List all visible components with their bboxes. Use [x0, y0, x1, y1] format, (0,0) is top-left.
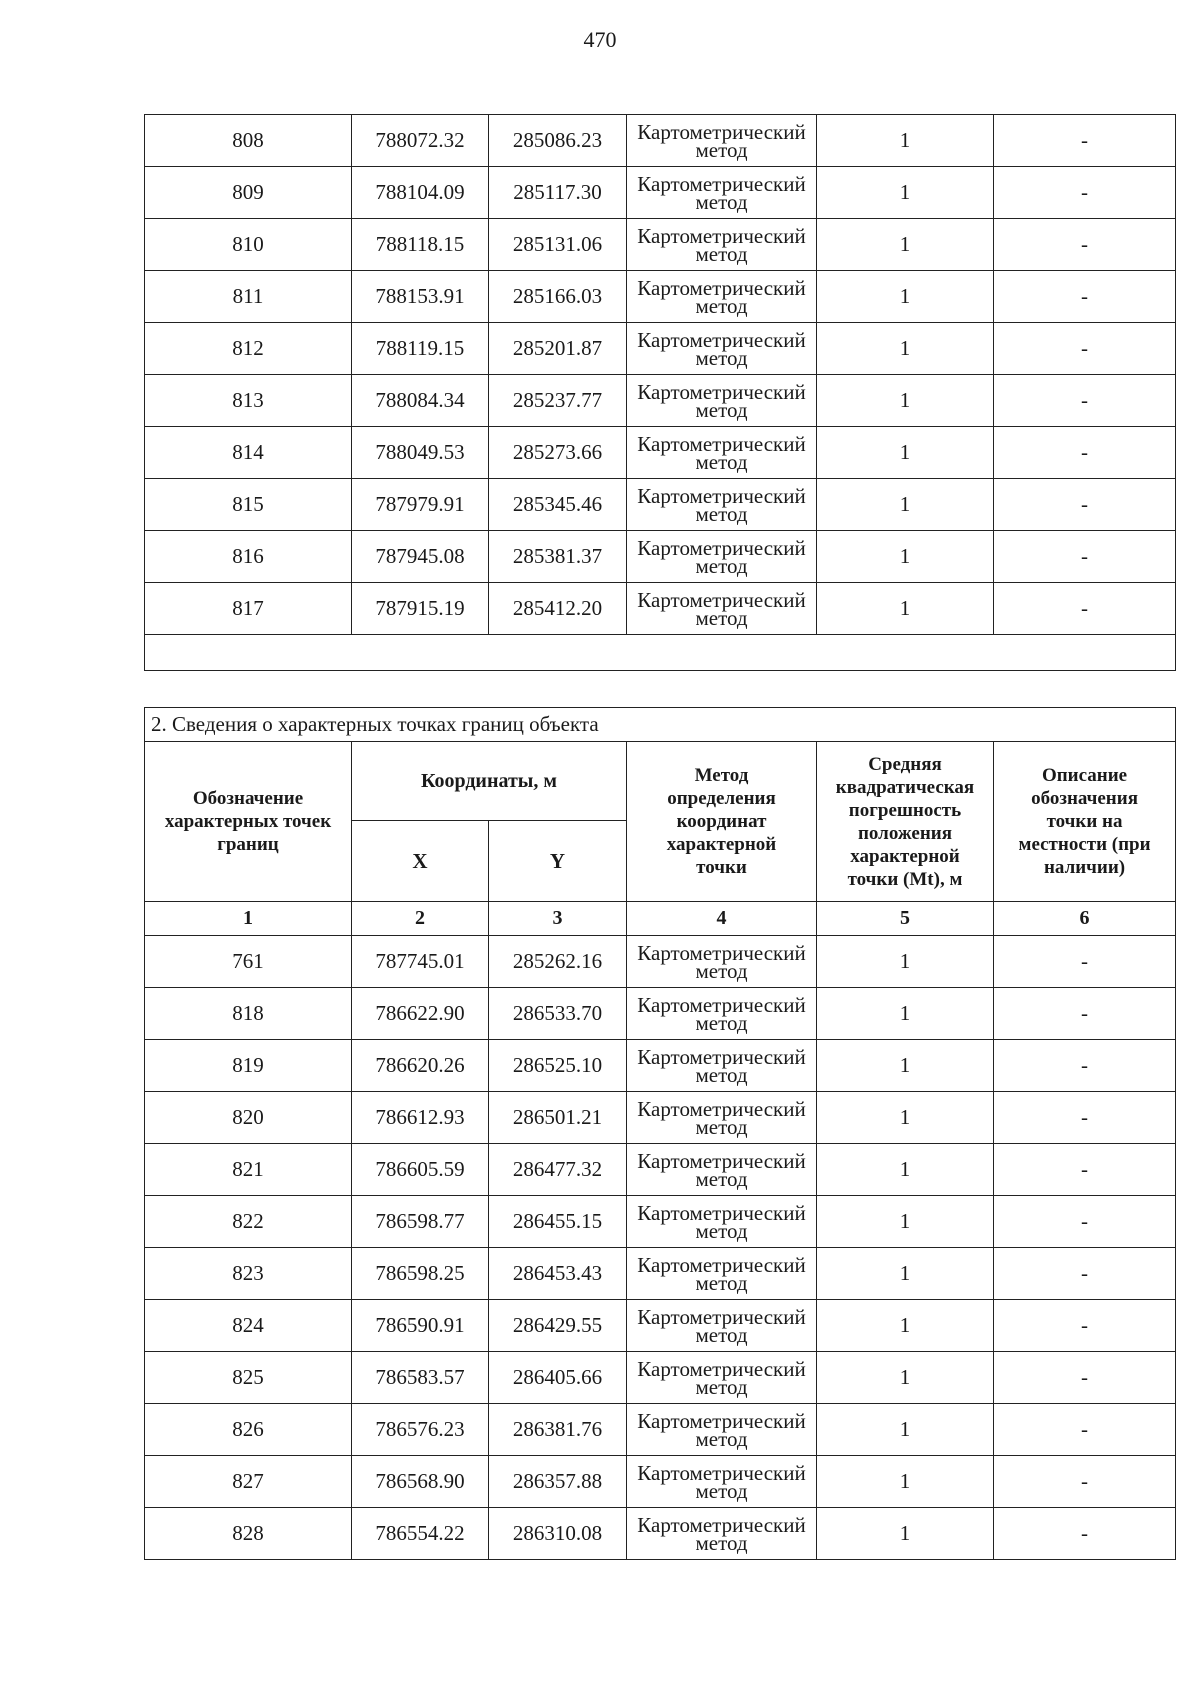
- header-line: определения: [667, 788, 776, 809]
- method-line: метод: [695, 1167, 748, 1191]
- point-id-cell: 815: [145, 479, 352, 531]
- description-cell: -: [994, 1196, 1176, 1248]
- accuracy-cell: 1: [817, 271, 994, 323]
- x-coordinate-cell: 788049.53: [352, 427, 489, 479]
- column-number-6: 6: [994, 902, 1176, 936]
- table-row: [145, 1300, 1176, 1352]
- point-id-cell: 824: [145, 1300, 352, 1352]
- method-cell: [627, 115, 817, 167]
- point-id-cell: 827: [145, 1456, 352, 1508]
- method-line: метод: [695, 554, 748, 578]
- accuracy-cell: 1: [817, 1040, 994, 1092]
- accuracy-cell: 1: [817, 531, 994, 583]
- method-line: метод: [695, 959, 748, 983]
- method-line: Картометрический: [637, 172, 806, 196]
- header-line: Средняя: [868, 753, 942, 775]
- header-line: границ: [217, 834, 279, 855]
- method-line: метод: [695, 606, 748, 630]
- method-cell: [627, 375, 817, 427]
- accuracy-cell: 1: [817, 219, 994, 271]
- description-cell: -: [994, 167, 1176, 219]
- x-coordinate-cell: 786598.25: [352, 1248, 489, 1300]
- header-line: положения: [857, 822, 953, 844]
- description-cell: -: [994, 375, 1176, 427]
- method-line: Картометрический: [637, 1305, 806, 1329]
- header-accuracy: [817, 742, 994, 902]
- header-line: наличии): [1043, 857, 1126, 878]
- method-line: метод: [695, 1427, 748, 1451]
- table-row: [145, 115, 1176, 167]
- accuracy-cell: 1: [817, 167, 994, 219]
- description-cell: -: [994, 936, 1176, 988]
- method-line: Картометрический: [637, 1097, 806, 1121]
- y-coordinate-cell: 285381.37: [489, 531, 627, 583]
- point-id-cell: 828: [145, 1508, 352, 1560]
- table-row: [145, 583, 1176, 635]
- x-coordinate-cell: 788118.15: [352, 219, 489, 271]
- accuracy-cell: 1: [817, 1144, 994, 1196]
- description-cell: -: [994, 427, 1176, 479]
- accuracy-cell: 1: [817, 479, 994, 531]
- y-coordinate-cell: 286429.55: [489, 1300, 627, 1352]
- x-coordinate-cell: 786583.57: [352, 1352, 489, 1404]
- method-cell: [627, 531, 817, 583]
- header-method: [627, 742, 817, 902]
- table-row: [145, 531, 1176, 583]
- accuracy-cell: 1: [817, 375, 994, 427]
- accuracy-cell: 1: [817, 115, 994, 167]
- method-line: метод: [695, 1323, 748, 1347]
- method-line: метод: [695, 450, 748, 474]
- description-cell: -: [994, 271, 1176, 323]
- method-line: метод: [695, 1063, 748, 1087]
- x-coordinate-cell: 787945.08: [352, 531, 489, 583]
- description-cell: -: [994, 323, 1176, 375]
- method-cell: [627, 1248, 817, 1300]
- header-coordinates: Координаты, м: [352, 742, 627, 821]
- method-line: метод: [695, 190, 748, 214]
- point-id-cell: 818: [145, 988, 352, 1040]
- method-line: метод: [695, 1479, 748, 1503]
- accuracy-cell: 1: [817, 988, 994, 1040]
- header-line: точки (Mt), м: [847, 868, 963, 890]
- x-coordinate-cell: 786568.90: [352, 1456, 489, 1508]
- continued-table-body: [145, 115, 1176, 671]
- method-line: метод: [695, 1531, 748, 1555]
- accuracy-cell: 1: [817, 1248, 994, 1300]
- x-coordinate-cell: 788072.32: [352, 115, 489, 167]
- y-coordinate-cell: 286453.43: [489, 1248, 627, 1300]
- method-line: Картометрический: [637, 588, 806, 612]
- method-cell: [627, 1196, 817, 1248]
- method-line: Картометрический: [637, 1045, 806, 1069]
- method-line: Картометрический: [637, 484, 806, 508]
- column-number-1: 1: [145, 902, 352, 936]
- y-coordinate-cell: 286381.76: [489, 1404, 627, 1456]
- y-coordinate-cell: 286310.08: [489, 1508, 627, 1560]
- header-x: X: [352, 821, 489, 902]
- description-cell: -: [994, 988, 1176, 1040]
- method-cell: [627, 271, 817, 323]
- header-line: Обозначение: [192, 788, 304, 809]
- header-line: погрешность: [848, 799, 962, 821]
- table-row: [145, 1508, 1176, 1560]
- table-row: [145, 1040, 1176, 1092]
- column-number-2: 2: [352, 902, 489, 936]
- accuracy-cell: 1: [817, 1456, 994, 1508]
- accuracy-cell: 1: [817, 427, 994, 479]
- x-coordinate-cell: 786554.22: [352, 1508, 489, 1560]
- header-line: Метод: [694, 765, 749, 786]
- method-line: Картометрический: [637, 1357, 806, 1381]
- empty-row: [145, 635, 1176, 671]
- accuracy-cell: 1: [817, 1352, 994, 1404]
- description-cell: -: [994, 1092, 1176, 1144]
- method-cell: [627, 1456, 817, 1508]
- y-coordinate-cell: 286477.32: [489, 1144, 627, 1196]
- y-coordinate-cell: 285273.66: [489, 427, 627, 479]
- method-line: Картометрический: [637, 328, 806, 352]
- description-cell: -: [994, 219, 1176, 271]
- x-coordinate-cell: 786598.77: [352, 1196, 489, 1248]
- point-id-cell: 820: [145, 1092, 352, 1144]
- method-line: метод: [695, 242, 748, 266]
- header-line: квадратическая: [835, 776, 975, 798]
- y-coordinate-cell: 285131.06: [489, 219, 627, 271]
- method-line: метод: [695, 1219, 748, 1243]
- x-coordinate-cell: 786612.93: [352, 1092, 489, 1144]
- table-row: [145, 219, 1176, 271]
- table-row: [145, 988, 1176, 1040]
- method-line: Картометрический: [637, 1513, 806, 1537]
- table-row: [145, 1144, 1176, 1196]
- table-row: [145, 167, 1176, 219]
- method-cell: [627, 936, 817, 988]
- boundary-points-table: [144, 707, 1176, 1560]
- table-row: [145, 1196, 1176, 1248]
- y-coordinate-cell: 285166.03: [489, 271, 627, 323]
- description-cell: -: [994, 479, 1176, 531]
- method-cell: [627, 427, 817, 479]
- column-number-5: 5: [817, 902, 994, 936]
- method-line: метод: [695, 1011, 748, 1035]
- point-id-cell: 826: [145, 1404, 352, 1456]
- continued-points-table: [144, 114, 1176, 671]
- method-line: Картометрический: [637, 1461, 806, 1485]
- y-coordinate-cell: 285412.20: [489, 583, 627, 635]
- method-cell: [627, 1040, 817, 1092]
- x-coordinate-cell: 788104.09: [352, 167, 489, 219]
- header-description: [994, 742, 1176, 902]
- method-line: метод: [695, 346, 748, 370]
- point-id-cell: 823: [145, 1248, 352, 1300]
- method-cell: [627, 167, 817, 219]
- header-line: характерных точек: [164, 811, 332, 832]
- description-cell: -: [994, 1144, 1176, 1196]
- point-id-cell: 825: [145, 1352, 352, 1404]
- description-cell: -: [994, 1300, 1176, 1352]
- method-cell: [627, 1508, 817, 1560]
- empty-cell: [145, 635, 1176, 671]
- y-coordinate-cell: 285117.30: [489, 167, 627, 219]
- method-line: Картометрический: [637, 380, 806, 404]
- method-line: метод: [695, 1375, 748, 1399]
- description-cell: -: [994, 1404, 1176, 1456]
- x-coordinate-cell: 787745.01: [352, 936, 489, 988]
- accuracy-cell: 1: [817, 1196, 994, 1248]
- description-cell: -: [994, 531, 1176, 583]
- column-number-3: 3: [489, 902, 627, 936]
- point-id-cell: 819: [145, 1040, 352, 1092]
- table-row: [145, 1404, 1176, 1456]
- table-row: [145, 427, 1176, 479]
- point-id-cell: 817: [145, 583, 352, 635]
- x-coordinate-cell: 786590.91: [352, 1300, 489, 1352]
- description-cell: -: [994, 1456, 1176, 1508]
- method-line: Картометрический: [637, 536, 806, 560]
- table-row: [145, 936, 1176, 988]
- point-id-cell: 813: [145, 375, 352, 427]
- method-line: Картометрический: [637, 1201, 806, 1225]
- y-coordinate-cell: 285086.23: [489, 115, 627, 167]
- table-row: [145, 375, 1176, 427]
- method-line: Картометрический: [637, 432, 806, 456]
- header-line: местности (при: [1018, 834, 1151, 855]
- method-line: Картометрический: [637, 120, 806, 144]
- method-cell: [627, 1092, 817, 1144]
- description-cell: -: [994, 1248, 1176, 1300]
- method-line: Картометрический: [637, 224, 806, 248]
- point-id-cell: 812: [145, 323, 352, 375]
- point-id-cell: 810: [145, 219, 352, 271]
- header-line: обозначения: [1031, 788, 1138, 809]
- point-id-cell: 761: [145, 936, 352, 988]
- header-designation: [145, 742, 352, 902]
- x-coordinate-cell: 786576.23: [352, 1404, 489, 1456]
- table-row: [145, 479, 1176, 531]
- method-cell: [627, 479, 817, 531]
- method-line: метод: [695, 502, 748, 526]
- y-coordinate-cell: 286501.21: [489, 1092, 627, 1144]
- header-y: Y: [489, 821, 627, 902]
- method-line: метод: [695, 1115, 748, 1139]
- header-line: точки: [696, 857, 747, 878]
- y-coordinate-cell: 285345.46: [489, 479, 627, 531]
- table-row: [145, 1092, 1176, 1144]
- description-cell: -: [994, 1040, 1176, 1092]
- method-cell: [627, 1404, 817, 1456]
- header-line: характерной: [850, 845, 960, 867]
- table-row: [145, 1352, 1176, 1404]
- method-line: Картометрический: [637, 1253, 806, 1277]
- method-line: Картометрический: [637, 941, 806, 965]
- y-coordinate-cell: 286525.10: [489, 1040, 627, 1092]
- description-cell: -: [994, 1352, 1176, 1404]
- table-row: [145, 1248, 1176, 1300]
- y-coordinate-cell: 285201.87: [489, 323, 627, 375]
- method-line: Картометрический: [637, 276, 806, 300]
- method-line: метод: [695, 398, 748, 422]
- y-coordinate-cell: 286357.88: [489, 1456, 627, 1508]
- method-cell: [627, 583, 817, 635]
- point-id-cell: 821: [145, 1144, 352, 1196]
- description-cell: -: [994, 583, 1176, 635]
- method-line: метод: [695, 294, 748, 318]
- header-line: координат: [676, 811, 767, 832]
- header-line: характерной: [666, 834, 777, 855]
- column-number-4: 4: [627, 902, 817, 936]
- method-line: Картометрический: [637, 993, 806, 1017]
- method-line: Картометрический: [637, 1149, 806, 1173]
- x-coordinate-cell: 788153.91: [352, 271, 489, 323]
- header-line: точки на: [1046, 811, 1123, 832]
- method-cell: [627, 323, 817, 375]
- header-line: Описание: [1041, 765, 1128, 786]
- x-coordinate-cell: 786620.26: [352, 1040, 489, 1092]
- point-id-cell: 808: [145, 115, 352, 167]
- method-cell: [627, 1300, 817, 1352]
- y-coordinate-cell: 286405.66: [489, 1352, 627, 1404]
- accuracy-cell: 1: [817, 1092, 994, 1144]
- point-id-cell: 814: [145, 427, 352, 479]
- x-coordinate-cell: 786605.59: [352, 1144, 489, 1196]
- section-title: 2. Сведения о характерных точках границ объекта: [145, 708, 1176, 742]
- point-id-cell: 809: [145, 167, 352, 219]
- method-cell: [627, 1352, 817, 1404]
- x-coordinate-cell: 787915.19: [352, 583, 489, 635]
- accuracy-cell: 1: [817, 936, 994, 988]
- accuracy-cell: 1: [817, 1300, 994, 1352]
- y-coordinate-cell: 286455.15: [489, 1196, 627, 1248]
- table-row: [145, 323, 1176, 375]
- page-number: 470: [583, 27, 617, 52]
- table-row: [145, 271, 1176, 323]
- description-cell: -: [994, 1508, 1176, 1560]
- method-line: Картометрический: [637, 1409, 806, 1433]
- y-coordinate-cell: 286533.70: [489, 988, 627, 1040]
- accuracy-cell: 1: [817, 323, 994, 375]
- accuracy-cell: 1: [817, 1404, 994, 1456]
- y-coordinate-cell: 285262.16: [489, 936, 627, 988]
- point-id-cell: 816: [145, 531, 352, 583]
- point-id-cell: 811: [145, 271, 352, 323]
- method-cell: [627, 219, 817, 271]
- method-cell: [627, 988, 817, 1040]
- boundary-table-body: [145, 936, 1176, 1560]
- accuracy-cell: 1: [817, 583, 994, 635]
- table-row: [145, 1456, 1176, 1508]
- method-cell: [627, 1144, 817, 1196]
- x-coordinate-cell: 788119.15: [352, 323, 489, 375]
- x-coordinate-cell: 788084.34: [352, 375, 489, 427]
- x-coordinate-cell: 787979.91: [352, 479, 489, 531]
- x-coordinate-cell: 786622.90: [352, 988, 489, 1040]
- accuracy-cell: 1: [817, 1508, 994, 1560]
- y-coordinate-cell: 285237.77: [489, 375, 627, 427]
- point-id-cell: 822: [145, 1196, 352, 1248]
- method-line: метод: [695, 138, 748, 162]
- description-cell: -: [994, 115, 1176, 167]
- method-line: метод: [695, 1271, 748, 1295]
